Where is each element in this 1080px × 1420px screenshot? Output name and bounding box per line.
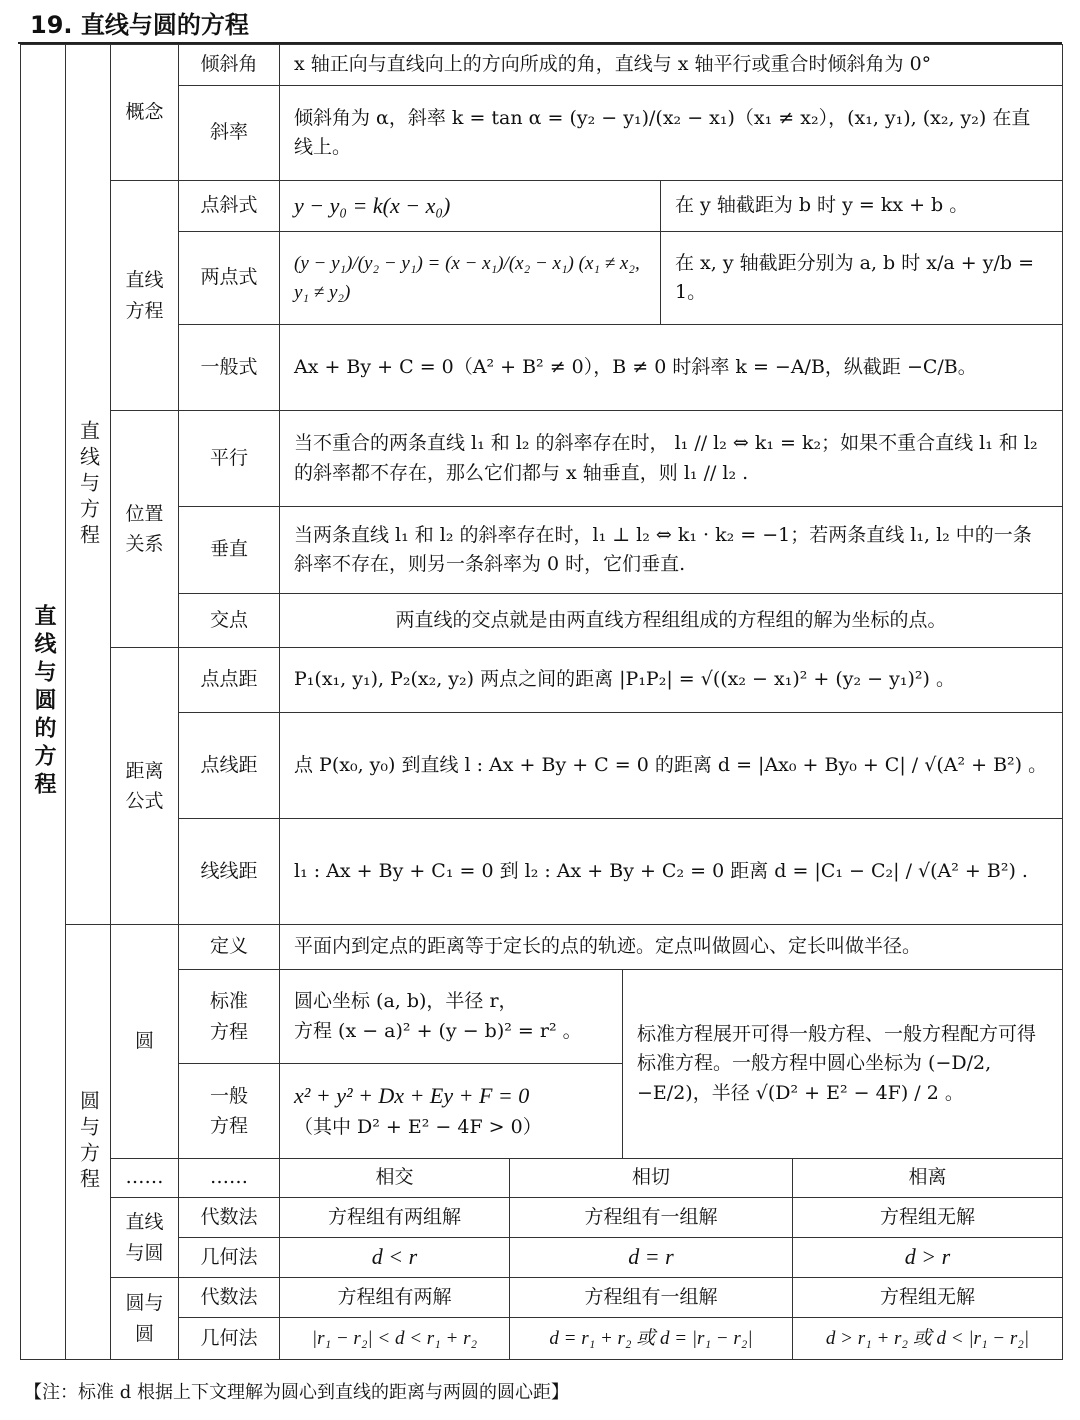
label-general: 一般式 — [178, 324, 280, 411]
label-standard-eq — [178, 969, 280, 1064]
label-dots: …… — [178, 1158, 280, 1198]
lc-algebra-separate: 方程组无解 — [792, 1197, 1063, 1238]
group-line-circle-l1: 直线 — [125, 1211, 164, 1234]
label-slope: 斜率 — [178, 85, 280, 181]
cc-geometry-separate: d > r₁ + r₂ 或 d < |r₁ − r₂| — [792, 1317, 1063, 1360]
content-ll-dist: l₁ : Ax + By + C₁ = 0 到 l₂ : Ax + By + C₂ = 0 距离 d = |C₁ − C₂| / √(A² + B²) . — [279, 818, 1063, 925]
label-general-eq — [178, 1063, 280, 1159]
group-circle-circle-l1: 圆与 — [125, 1292, 164, 1315]
label-ll-dist: 线线距 — [178, 818, 280, 925]
content-slope: 倾斜角为 α，斜率 k = tan α = (y₂ − y₁)/(x₂ − x₁)（x₁ ≠ x₂），(x₁, y₁), (x₂, y₂) 在直线上。 — [279, 85, 1063, 181]
lc-algebra-tangent: 方程组有一组解 — [509, 1197, 793, 1238]
group-concept: 概念 — [110, 44, 179, 181]
content-general-eq-l2: （其中 D² + E² − 4F > 0） — [294, 1116, 542, 1139]
section-title: 19. 直线与圆的方程 — [30, 11, 249, 39]
cc-geometry-tangent: d = r₁ + r₂ 或 d = |r₁ − r₂| — [509, 1317, 793, 1360]
group-position-l1: 位置 — [125, 502, 164, 525]
cc-algebra-separate: 方程组无解 — [792, 1277, 1063, 1318]
label-geometry-2: 几何法 — [178, 1317, 280, 1360]
group-distance — [110, 647, 179, 925]
sub-category-line: 直线与方程 — [65, 44, 111, 925]
label-standard-eq-l2: 方程 — [209, 1020, 248, 1043]
content-pl-dist: 点 P(x₀, y₀) 到直线 l : Ax + By + C = 0 的距离 d = |Ax₀ + By₀ + C| / √(A² + B²) 。 — [279, 712, 1063, 819]
group-line-circle-l2: 与圆 — [125, 1241, 164, 1264]
content-parallel: 当不重合的两条直线 l₁ 和 l₂ 的斜率存在时， l₁ // l₂ ⇔ k₁ = k₂；如果不重合直线 l₁ 和 l₂ 的斜率都不存在，那么它们都与 x 轴垂直，则 l₁ // l₂ . — [279, 410, 1063, 507]
label-two-point: 两点式 — [178, 231, 280, 325]
label-general-eq-l2: 方程 — [209, 1115, 248, 1137]
content-general: Ax + By + C = 0（A² + B² ≠ 0），B ≠ 0 时斜率 k = −A/B，纵截距 −C/B。 — [279, 324, 1063, 411]
group-position — [110, 410, 179, 648]
cc-algebra-tangent: 方程组有一组解 — [509, 1277, 793, 1318]
header-tangent: 相切 — [509, 1158, 793, 1198]
content-incline: x 轴正向与直线向上的方向所成的角，直线与 x 轴平行或重合时倾斜角为 0° — [279, 44, 1063, 86]
content-intersect: 两直线的交点就是由两直线方程组组成的方程组的解为坐标的点。 — [279, 593, 1063, 648]
content-standard-eq-l1: 圆心坐标 (a, b)，半径 r， — [294, 990, 518, 1013]
label-algebra: 代数法 — [178, 1197, 280, 1238]
group-dots: …… — [110, 1158, 179, 1198]
lc-algebra-intersect: 方程组有两组解 — [279, 1197, 510, 1238]
group-position-l2: 关系 — [125, 533, 164, 555]
content-perpendicular: 当两条直线 l₁ 和 l₂ 的斜率存在时，l₁ ⊥ l₂ ⇔ k₁ · k₂ = −1；若两条直线 l₁, l₂ 中的一条斜率不存在，则另一条斜率为 0 时，它们垂直. — [279, 506, 1063, 594]
group-distance-l2: 公式 — [125, 790, 164, 812]
lc-geometry-tangent: d = r — [509, 1237, 793, 1278]
header-separate: 相离 — [792, 1158, 1063, 1198]
content-definition: 平面内到定点的距离等于定长的点的轨迹。定点叫做圆心、定长叫做半径。 — [279, 924, 1063, 970]
label-standard-eq-l1: 标准 — [209, 990, 248, 1013]
lc-geometry-separate: d > r — [792, 1237, 1063, 1278]
label-incline: 倾斜角 — [178, 44, 280, 86]
content-point-slope-note: 在 y 轴截距为 b 时 y = kx + b 。 — [660, 180, 1063, 232]
label-pl-dist: 点线距 — [178, 712, 280, 819]
content-pp-dist: P₁(x₁, y₁), P₂(x₂, y₂) 两点之间的距离 |P₁P₂| = √((x₂ − x₁)² + (y₂ − y₁)²) 。 — [279, 647, 1063, 713]
group-distance-l1: 距离 — [125, 759, 164, 782]
content-circle-note: 标准方程展开可得一般方程、一般方程配方可得标准方程。一般方程中圆心坐标为 (−D/2, −E/2)，半径 √(D² + E² − 4F) / 2 。 — [622, 969, 1063, 1159]
footnote: 【注：标准 d 根据上下文理解为圆心到直线的距离与两圆的圆心距】 — [24, 1382, 569, 1403]
label-definition: 定义 — [178, 924, 280, 970]
label-pp-dist: 点点距 — [178, 647, 280, 713]
group-line-circle — [110, 1197, 179, 1278]
content-standard-eq-l2: 方程 (x − a)² + (y − b)² = r² 。 — [294, 1019, 582, 1042]
content-point-slope: y − y₀ = k(x − x₀) — [279, 180, 661, 232]
group-line-equation — [110, 180, 179, 411]
content-general-eq-l1: x² + y² + Dx + Ey + F = 0 — [294, 1083, 530, 1109]
header-intersect: 相交 — [279, 1158, 510, 1198]
group-circle-circle — [110, 1277, 179, 1360]
lc-geometry-intersect: d < r — [279, 1237, 510, 1278]
content-two-point-note: 在 x, y 轴截距分别为 a, b 时 x/a + y/b = 1。 — [660, 231, 1063, 325]
group-circle: 圆 — [110, 924, 179, 1159]
group-line-equation-l1: 直线 — [125, 269, 164, 292]
label-parallel: 平行 — [178, 410, 280, 507]
group-circle-circle-l2: 圆 — [134, 1322, 154, 1345]
label-intersect: 交点 — [178, 593, 280, 648]
section-heading — [18, 6, 1062, 44]
label-algebra-2: 代数法 — [178, 1277, 280, 1318]
label-geometry: 几何法 — [178, 1237, 280, 1278]
main-category: 直线与圆的方程 — [20, 44, 66, 1360]
cc-geometry-intersect: |r₁ − r₂| < d < r₁ + r₂ — [279, 1317, 510, 1360]
content-general-eq — [279, 1063, 623, 1159]
label-perpendicular: 垂直 — [178, 506, 280, 594]
group-line-equation-l2: 方程 — [125, 299, 164, 322]
sub-category-circle: 圆与方程 — [65, 924, 111, 1360]
content-standard-eq — [279, 969, 623, 1064]
cc-algebra-intersect: 方程组有两解 — [279, 1277, 510, 1318]
label-point-slope: 点斜式 — [178, 180, 280, 232]
content-two-point: (y − y₁)/(y₂ − y₁) = (x − x₁)/(x₂ − x₁) (x₁ ≠ x₂, y₁ ≠ y₂) — [279, 231, 661, 325]
label-general-eq-l1: 一般 — [209, 1084, 248, 1107]
